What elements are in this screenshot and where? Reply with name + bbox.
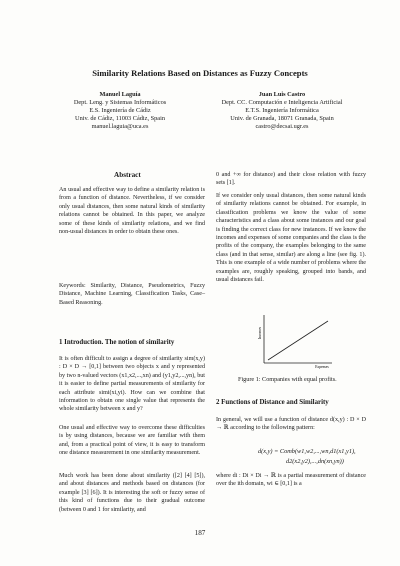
equal-profit-line	[268, 321, 328, 360]
paper-title: Similarity Relations Based on Distances as Fuzzy Concepts	[92, 68, 308, 78]
right-paragraph: 0 and +∞ for distance) and their close relation with fuzzy sets [1].	[216, 172, 366, 187]
author-affiliation: E.T.S. Ingeniería Informática	[245, 106, 319, 114]
author-email: manuel.laguia@uca.es	[91, 122, 149, 130]
section-1-paragraph: One usual and effective way to overcome these difficulties is by using distances, because we are familiar with them and, from a practical point of view, it is easy to transform one distance measurement in one similarity measurement.	[59, 425, 205, 457]
author-email: castro@decsai.ugr.es	[255, 122, 309, 130]
section-2-paragraph: where di : Di × Di → ℝ is a partial measurement of distance over the ith domain, wi ∈ [0,1] is a	[216, 473, 366, 488]
figure-y-label: Incomes	[258, 326, 262, 340]
abstract-text: An usual and effective way to define a similarity relation is from a function of distance. Nevertheless, if we consider only usual distances, then some natural kinds of similarity relations cannot be obtained. In this paper, we analyze some of these kinds of similarity relations, and we find non-usual distances in order to obtain these ones.	[59, 187, 205, 236]
section-1-paragraph: Much work has been done about similarity ([2] [4] [5]), and about distances and methods based on distances (for example [3] [6]). It is interesting the soft or fuzzy sense of this kind of functions due to their gradual outcome (between 0 and 1 for similarity, and	[59, 473, 205, 513]
abstract-heading: Abstract	[114, 171, 141, 179]
figure-caption: Figure 1: Companies with equal profits.	[238, 376, 337, 383]
author-block-left	[52, 91, 188, 131]
figure-x-label: Expenses	[315, 365, 329, 369]
figure-1-plot	[256, 313, 336, 369]
author-name: Juan Luis Castro	[258, 91, 306, 98]
author-affiliation: Dept. CC. Computación e Inteligencia Artificial	[221, 98, 343, 106]
author-affiliation: Dept. Leng. y Sistemas Informáticos	[73, 98, 167, 106]
section-2-paragraph: In general, we will use a function of distance d(x,y) : D × D → ℝ according to the following pattern:	[216, 417, 366, 432]
section-2-heading: 2 Functions of Distance and Similarity	[216, 399, 329, 406]
author-block-right	[204, 91, 360, 131]
keywords: Keywords: Similarity, Distance, Pseudometrics, Fuzzy Distance, Machine Learning, Classification Tasks, Case–Based Reasoning.	[59, 283, 205, 306]
right-paragraph: If we consider only usual distances, then some natural kinds of similarity relations cannot be obtained. For example, in classification problems we know the value of some characteristics and a class about some instances and our goal is finding the correct class for new instances. If we know the incomes and expenses of some companies and the class is the profits of the company, the examples belonging to the same class (and in that sense, similar) are along a line (see fig. 1). This is one example of a wide number of problems where the examples are, roughly speaking, grouped into bands, and usual distances fail.	[216, 193, 366, 284]
section-1-paragraph: It is often difficult to assign a degree of similarity sim(x,y) : D × D → [0,1] between two objects x and y represented by two n-valued vectors (x1,x2,...,xn) and (y1,y2,...,yn), but it is easier to define partial measurements of similarity for each attribute simi(xi,yi). How can we combine that information to obtain one single value that represents the whole similarity between x and y?	[59, 356, 205, 413]
section-1-heading: 1 Introduction. The notion of similarity	[59, 339, 175, 346]
author-affiliation: Univ. de Cádiz, 11003 Cádiz, Spain	[75, 114, 165, 122]
author-affiliation: Univ. de Granada, 18071 Granada, Spain	[230, 114, 334, 122]
author-affiliation: E.S. Ingeniería de Cádiz	[89, 106, 151, 114]
author-name: Manuel Laguía	[99, 91, 141, 98]
page-number: 187	[194, 529, 206, 537]
equation-line: d2(x2,y2),...,dn(xn,yn))	[286, 457, 344, 465]
equation-line: d(x,y) = Comb(w1,w2,...,wn,d1(x1,y1),	[258, 448, 356, 455]
equation	[258, 447, 356, 466]
